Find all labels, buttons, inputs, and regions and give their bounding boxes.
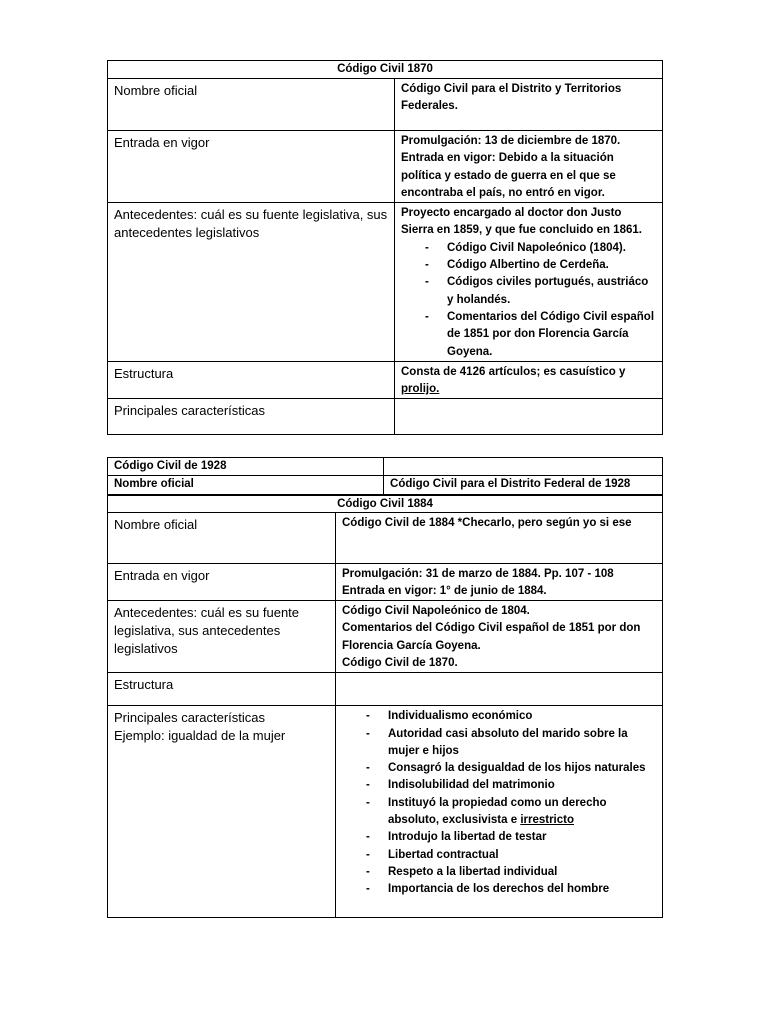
- row-label-nombre-oficial: Nombre oficial: [108, 512, 336, 563]
- antecedentes-intro: Proyecto encargado al doctor don Justo Sierra en 1859, y que fue concluido en 1861.: [401, 207, 642, 237]
- list-item: - Autoridad casi absoluto del marido sobre la mujer e hijos: [388, 726, 658, 761]
- row-label-principales-caracteristicas: Principales características: [108, 399, 395, 435]
- row-value-principales-caracteristicas: [395, 399, 663, 435]
- antecedentes-line: Código Civil de 1870.: [342, 656, 458, 669]
- codigo-1928-heading: Código Civil de 1928: [108, 458, 384, 476]
- promulgacion-line: Promulgación: 31 de marzo de 1884. Pp. 107 - 108: [342, 567, 614, 580]
- entrada-vigor-line: Entrada en vigor: Debido a la situación política y estado de guerra en el que se encontraba el país, no entró en vigor.: [401, 152, 616, 199]
- list-item: - Respeto a la libertad individual: [388, 864, 658, 881]
- row-value-entrada-en-vigor: [395, 131, 663, 203]
- codigo-1928-heading-value: [384, 458, 663, 476]
- antecedentes-list: [401, 240, 656, 361]
- entrada-vigor-line: Entrada en vigor: 1° de junio de 1884.: [342, 584, 547, 597]
- row-label-entrada-en-vigor: Entrada en vigor: [108, 131, 395, 203]
- row-label-estructura: Estructura: [108, 673, 336, 706]
- row-label-entrada-en-vigor: Entrada en vigor: [108, 563, 336, 601]
- list-item: - Indisolubilidad del matrimonio: [388, 777, 658, 794]
- row-label-antecedentes: Antecedentes: cuál es su fuente legislativa, sus antecedentes legislativos: [108, 203, 395, 362]
- list-item: - Código Civil Napoleónico (1804).: [447, 240, 656, 257]
- table-title: Código Civil 1870: [108, 61, 663, 79]
- codigo-civil-1884-table: [107, 457, 663, 918]
- estructura-text: Consta de 4126 artículos; es casuístico y: [401, 365, 626, 378]
- list-item: - Individualismo económico: [388, 708, 658, 725]
- row-value-principales-caracteristicas: [336, 706, 663, 918]
- list-item: - Introdujo la libertad de testar: [388, 829, 658, 846]
- row-value-estructura: [336, 673, 663, 706]
- nombre-oficial-1928-label: Nombre oficial: [108, 476, 384, 495]
- row-label-antecedentes: Antecedentes: cuál es su fuente legislativa, sus antecedentes legislativos: [108, 601, 336, 673]
- row-label-principales-caracteristicas: [108, 706, 336, 918]
- propiedad-text: Instituyó la propiedad como un derecho absoluto, exclusivista e: [388, 796, 607, 827]
- row-value-antecedentes: [336, 601, 663, 673]
- antecedentes-line: Comentarios del Código Civil español de 1851 por don Florencia García Goyena.: [342, 622, 641, 652]
- row-value-entrada-en-vigor: [336, 563, 663, 601]
- caracteristicas-label: Principales características: [114, 710, 265, 726]
- list-item: - Consagró la desigualdad de los hijos naturales: [388, 760, 658, 777]
- row-label-nombre-oficial: Nombre oficial: [108, 79, 395, 131]
- list-item: - Comentarios del Código Civil español de 1851 por don Florencia García Goyena.: [447, 309, 656, 361]
- list-item: [388, 795, 658, 830]
- table-title: Código Civil 1884: [108, 495, 663, 513]
- caracteristicas-example: Ejemplo: igualdad de la mujer: [114, 728, 286, 744]
- row-value-antecedentes: [395, 203, 663, 362]
- row-value-nombre-oficial: Código Civil para el Distrito y Territorios Federales.: [395, 79, 663, 131]
- row-value-nombre-oficial: Código Civil de 1884 *Checarlo, pero según yo si ese: [336, 512, 663, 563]
- list-item: - Código Albertino de Cerdeña.: [447, 257, 656, 274]
- row-value-estructura: [395, 361, 663, 399]
- nombre-oficial-1928-value: Código Civil para el Distrito Federal de 1928: [384, 476, 663, 495]
- codigo-civil-1870-table: [107, 60, 663, 435]
- list-item: - Códigos civiles portugués, austriáco y holandés.: [447, 274, 656, 309]
- promulgacion-line: Promulgación: 13 de diciembre de 1870.: [401, 135, 621, 147]
- antecedentes-line: Código Civil Napoleónico de 1804.: [342, 605, 530, 618]
- caracteristicas-list: [388, 708, 658, 898]
- row-label-estructura: Estructura: [108, 361, 395, 399]
- list-item: - Importancia de los derechos del hombre: [388, 881, 658, 898]
- estructura-underlined-word: prolijo.: [401, 383, 440, 396]
- irrestricto-underlined-word: irrestricto: [520, 814, 574, 827]
- list-item: - Libertad contractual: [388, 847, 658, 864]
